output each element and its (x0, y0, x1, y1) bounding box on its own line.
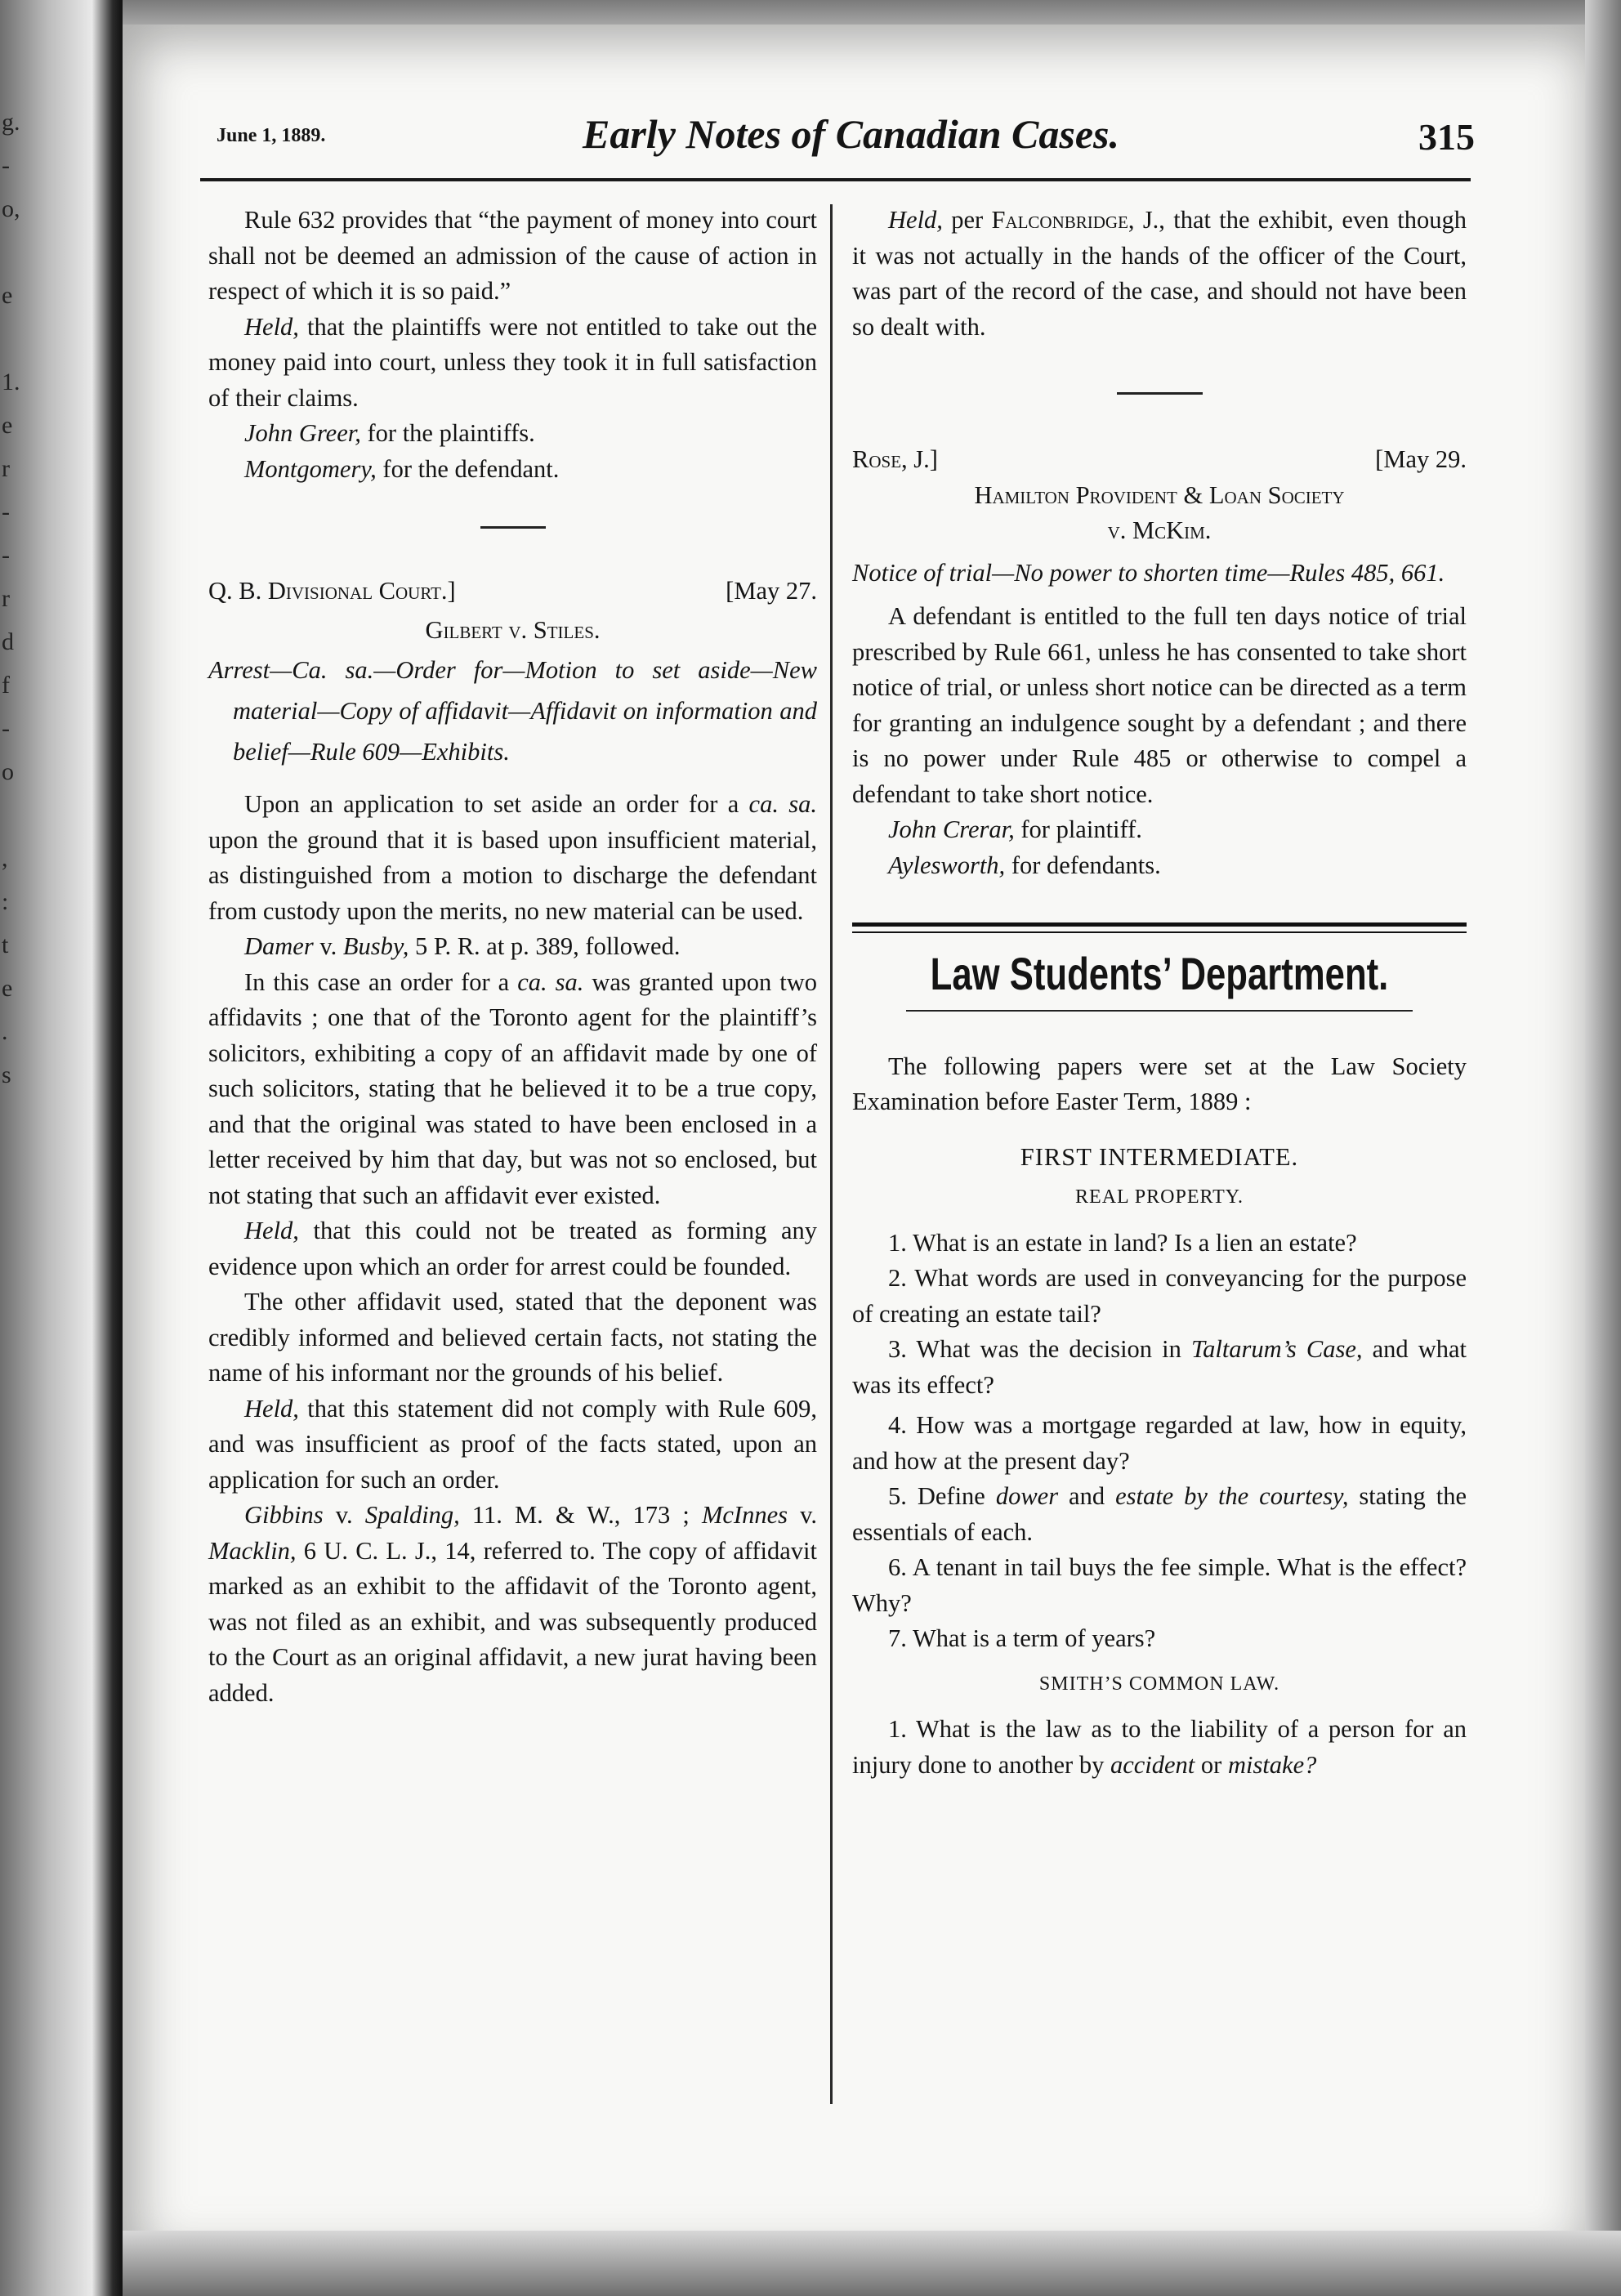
question: 2. What words are used in conveyancing for the purpose of creating an estate tail? (852, 1264, 1467, 1328)
counsel-line: John Crerar, for plaintiff. (888, 815, 1142, 843)
journal-title: Early Notes of Canadian Cases. (583, 111, 1120, 157)
margin-char: f (2, 672, 10, 699)
court-name: Q. B. Divisional Court.] (208, 577, 456, 605)
margin-char: s (2, 1061, 11, 1088)
holding-paragraph: Held, that this statement did not comply with Rule 609, and was insufficient as proof of the facts stated, upon an application for such an order. (208, 1394, 817, 1494)
question: 1. What is an estate in land? Is a lien an estate? (888, 1228, 1357, 1257)
margin-char: 1. (2, 369, 20, 395)
exam-heading: FIRST INTERMEDIATE. (1020, 1142, 1299, 1171)
holding-paragraph: Held, that the plaintiffs were not entitled to take out the money paid into court, unless they took it in full satisfaction of their claims. (208, 312, 817, 412)
scan-right-edge (1585, 0, 1621, 2296)
department-rule (852, 922, 1467, 933)
margin-char (2, 319, 29, 362)
body-paragraph: Upon an application to set aside an order for a ca. sa. upon the ground that it is based upon insufficient material, as distinguished from a motion to discharge the defendant from custody upon the merits, no new material can be used. (208, 790, 817, 925)
left-column (208, 203, 817, 1711)
margin-char: - (2, 542, 10, 569)
counsel-line: John Greer, for the plaintiffs. (244, 419, 535, 447)
body-paragraph: In this case an order for a ca. sa. was granted upon two affidavits ; one that of the Toronto agent for the plaintiff’s solicitors, exhibiting a copy of an affidavit made by one of such solicitors, stating that he believed it to be a true copy, and that the original was stated to have been enclosed in a letter received by him that day, but was not so enclosed, but not stating that such an affidavit ever existed. (208, 967, 817, 1209)
holding-paragraph: Held, that this could not be treated as forming any evidence upon which an order for arrest could be founded. (208, 1217, 817, 1280)
cropped-margin-text (2, 102, 29, 1098)
citation-paragraph: Gibbins v. Spalding, 11. M. & W., 173 ; McInnes v. Macklin, 6 U. C. L. J., 14, referred to. The copy of affidavit marked as an exhibit to the affidavit of the Toronto agent, was not filed as an exhibit, and was subsequently produced to the Court as an original affidavit, a new jurat having been added. (208, 1501, 817, 1707)
counsel-line: Montgomery, for the defendant. (244, 454, 560, 483)
body-paragraph: The other affidavit used, stated that the deponent was credibly informed and believed certain facts, not stating the name of his informant nor the grounds of his belief. (208, 1288, 817, 1387)
margin-char: - (2, 498, 10, 525)
margin-char: r (2, 585, 10, 612)
question: 4. How was a mortgage regarded at law, how in equity, and how at the present day? (852, 1411, 1467, 1475)
headnote: Notice of trial—No power to shorten time—Rules 485, 661. (852, 558, 1445, 587)
margin-char: - (2, 152, 10, 179)
section-divider (480, 526, 546, 529)
case-title-line-2: v. McKim. (1107, 516, 1212, 544)
margin-char: o, (2, 195, 20, 222)
margin-char: e (2, 975, 13, 1002)
question: 5. Define dower and estate by the courtesy, stating the essentials of each. (852, 1482, 1467, 1546)
body-paragraph: A defendant is entitled to the full ten days notice of trial prescribed by Rule 661, unless he has consented to take short notice of trial, or unless short notice can be directed as a term for granting an indulgence sought by a defendant ; and there is no power under Rule 485 or otherwise to compel a defendant to take short notice. (852, 602, 1467, 808)
header-rule (200, 178, 1471, 181)
judge-name: Rose, J.] (852, 445, 938, 473)
holding-paragraph: Held, per Falconbridge, J., that the exhibit, even though it was not actually in the hands of the officer of the Court, was part of the record of the case, and should not have been so dealt with. (852, 206, 1467, 341)
margin-char: - (2, 715, 10, 742)
margin-char: . (2, 1018, 8, 1045)
margin-char: , (2, 845, 8, 872)
question: 6. A tenant in tail buys the fee simple. What is the effect? Why? (852, 1553, 1467, 1617)
margin-char: d (2, 628, 14, 655)
column-divider (830, 204, 833, 2104)
header-date: June 1, 1889. (217, 125, 326, 146)
department-rule-thin (906, 1010, 1413, 1012)
headnote: Arrest—Ca. sa.—Order for—Motion to set aside—New material—Copy of affidavit—Affidavit on information and belief—Rule 609—Exhibits. (208, 656, 817, 766)
question: 3. What was the decision in Taltarum’s Case, and what was its effect? (852, 1335, 1467, 1399)
department-heading: Law Students’ Department. (930, 948, 1389, 999)
court-line (208, 574, 817, 610)
question: 1. What is the law as to the liability of a person for an injury done to another by accident or mistake? (852, 1715, 1467, 1779)
margin-char: e (2, 282, 13, 309)
case-title: Gilbert v. Stiles. (425, 615, 601, 644)
rule-paragraph: Rule 632 provides that “the payment of money into court shall not be deemed an admission of the cause of action in respect of which it is so paid.” (208, 206, 817, 305)
page-number: 315 (1418, 116, 1475, 158)
running-header (217, 110, 1475, 176)
margin-char (2, 232, 29, 275)
margin-char: e (2, 412, 13, 439)
case-title: Hamilton Provident & Loan Society (974, 480, 1345, 509)
margin-char: : (2, 888, 9, 915)
right-column (852, 203, 1467, 1783)
scan-bottom-edge (123, 2231, 1621, 2296)
question: 7. What is a term of years? (888, 1624, 1156, 1652)
binding-margin (0, 0, 123, 2296)
judge-line (852, 442, 1467, 478)
citation-paragraph: Damer v. Busby, 5 P. R. at p. 389, followed. (244, 932, 681, 960)
decision-date: [May 27. (726, 577, 817, 605)
margin-char: r (2, 455, 10, 482)
margin-char: t (2, 931, 9, 958)
section-divider (1117, 392, 1203, 395)
subject-heading: SMITH’S COMMON LAW. (1038, 1673, 1280, 1695)
margin-char: g. (2, 109, 20, 136)
margin-char: o (2, 758, 14, 785)
counsel-line: Aylesworth, for defendants. (888, 851, 1161, 879)
decision-date: [May 29. (1375, 445, 1467, 473)
subject-heading: REAL PROPERTY. (1075, 1186, 1244, 1208)
margin-char (2, 795, 29, 838)
exam-intro: The following papers were set at the Law Society Examination before Easter Term, 1889 : (852, 1052, 1467, 1115)
